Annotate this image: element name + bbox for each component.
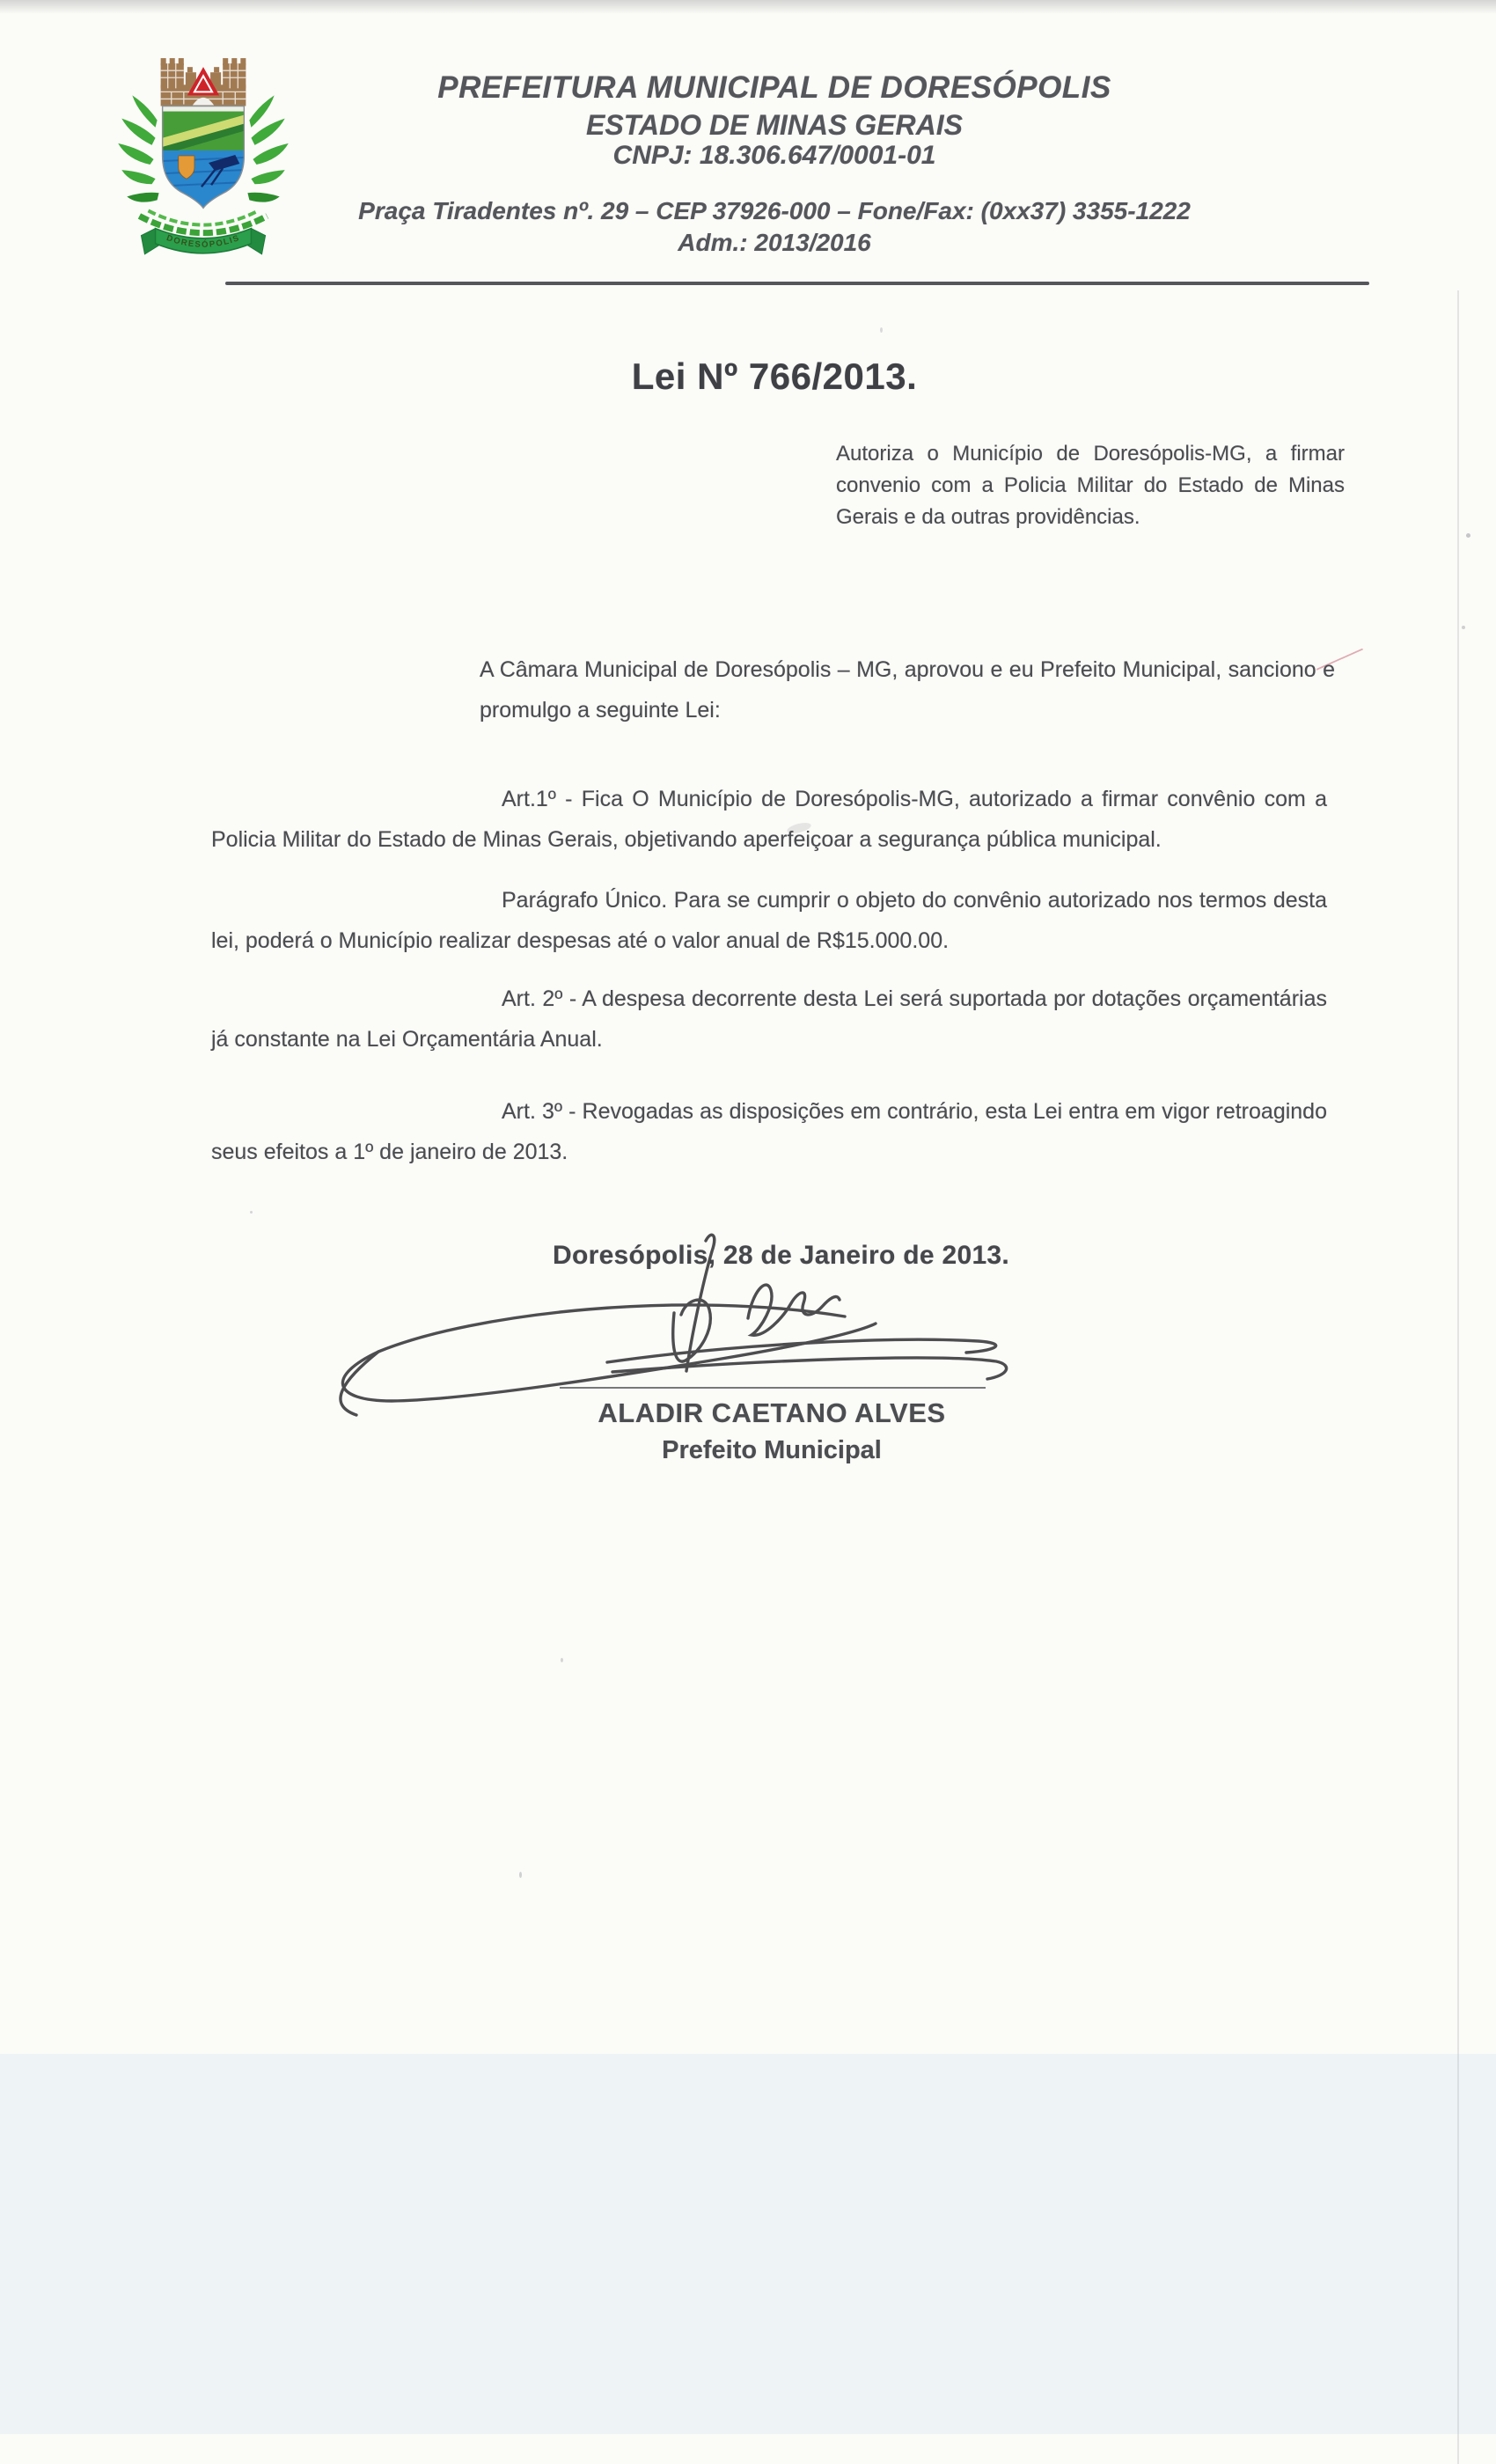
scan-speck [519,1872,522,1878]
law-summary: Autoriza o Município de Doresópolis-MG, a firmar convenio com a Policia Militar do Estado de Minas Gerais e da outras providências. [836,442,1345,529]
scan-bottom-tint [0,2054,1496,2434]
scan-top-shadow [0,0,1496,14]
preamble: A Câmara Municipal de Doresópolis – MG, aprovou e eu Prefeito Municipal, sanciono e promulgo a seguinte Lei: [480,657,1335,722]
administration-line: Adm.: 2013/2016 [678,229,871,256]
scan-speck [250,1211,253,1214]
signer-role: Prefeito Municipal [662,1436,882,1464]
scan-speck [880,327,883,333]
article-3: Art. 3º - Revogadas as disposições em contrário, esta Lei entra em vigor retroagindo seus efeitos a 1º de janeiro de 2013. [211,1099,1327,1164]
signer-name: ALADIR CAETANO ALVES [598,1397,946,1428]
signature-line [560,1387,986,1389]
law-title: Lei Nº 766/2013. [631,356,918,397]
state-line: ESTADO DE MINAS GERAIS [586,109,963,141]
cnpj-line: CNPJ: 18.306.647/0001-01 [612,141,936,170]
header-divider [225,282,1369,285]
article-1: Art.1º - Fica O Município de Doresópolis-MG, autorizado a firmar convênio com a Policia Militar do Estado de Minas Gerais, objetivando aperfeiçoar a segurança pública municipal. [211,787,1327,852]
paragrafo-unico: Parágrafo Único. Para se cumprir o objeto do convênio autorizado nos termos desta lei, poderá o Município realizar despesas até o valor anual de R$15.000.00. [211,888,1327,953]
scan-speck [1466,533,1470,538]
scan-speck [561,1658,563,1662]
org-name: PREFEITURA MUNICIPAL DE DORESÓPOLIS [437,70,1111,105]
address-line: Praça Tiradentes nº. 29 – CEP 37926-000 – Fone/Fax: (0xx37) 3355-1222 [358,197,1191,224]
crest-banner-text: DORESÓPOLIS [165,232,242,250]
signature-scribble [308,1228,1030,1422]
scan-speck [1462,626,1465,629]
page-edge-artifact [1457,290,1459,2464]
date-line: Doresópolis, 28 de Janeiro de 2013. [553,1241,1010,1270]
article-2: Art. 2º - A despesa decorrente desta Lei será suportada por dotações orçamentárias já constante na Lei Orçamentária Anual. [211,986,1327,1052]
